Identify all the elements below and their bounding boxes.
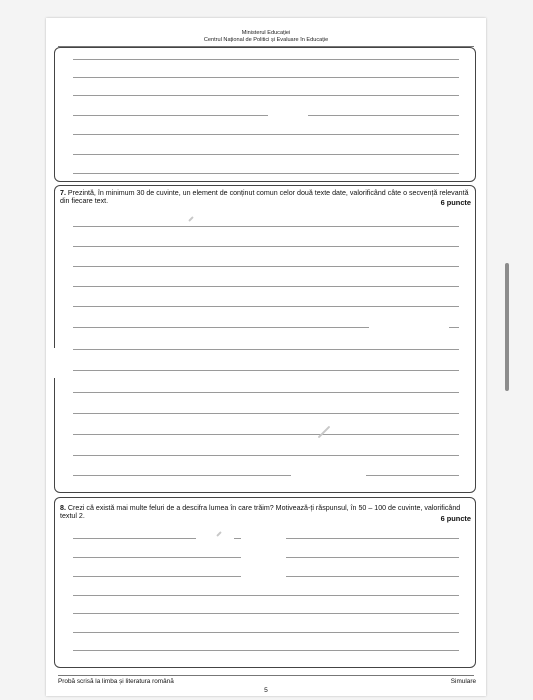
question-7-box xyxy=(54,185,476,493)
erased-region xyxy=(46,348,66,378)
answer-line xyxy=(73,77,459,78)
question-8-box xyxy=(54,497,476,668)
answer-line xyxy=(73,613,459,614)
erased-region xyxy=(268,114,308,128)
question-7-points: 6 puncte xyxy=(440,198,471,207)
question-8-prompt: Crezi că există mai multe feluri de a descifra lumea în care trăim? Motivează-ți răspunsul, în 50 – 100 de cuvinte, valorificând textul 2. xyxy=(60,504,461,521)
answer-line xyxy=(73,266,459,267)
answer-line xyxy=(73,349,459,350)
erased-region xyxy=(369,314,449,332)
erased-region xyxy=(196,518,234,548)
answer-line xyxy=(73,595,459,596)
header-ministry: Ministerul Educației xyxy=(241,30,291,36)
answer-line xyxy=(73,306,459,307)
answer-line xyxy=(73,134,459,135)
answer-line xyxy=(73,632,459,633)
question-7-number: 7. xyxy=(60,189,66,197)
answer-line xyxy=(73,455,459,456)
question-7-prompt: Prezintă, în minimum 30 de cuvinte, un element de conținut comun celor două texte date, valorificând câte o secvență relevantă din fiecare text. xyxy=(60,189,469,206)
footer-divider xyxy=(58,675,474,676)
answer-line xyxy=(73,475,459,476)
question-7-text xyxy=(60,189,469,206)
vertical-scrollbar[interactable] xyxy=(505,263,509,391)
answer-line xyxy=(73,173,459,174)
answer-box-previous xyxy=(54,47,476,182)
answer-line xyxy=(73,154,459,155)
answer-line xyxy=(73,413,459,414)
document-page xyxy=(46,18,486,696)
answer-line xyxy=(73,226,459,227)
erased-region xyxy=(291,468,366,490)
answer-line xyxy=(73,392,459,393)
erased-region xyxy=(241,538,286,578)
footer-subject: Probă scrisă la limba și literatura română xyxy=(58,678,174,685)
answer-line xyxy=(73,95,459,96)
answer-line xyxy=(73,434,459,435)
footer-exam-type: Simulare xyxy=(450,678,476,685)
page-number: 5 xyxy=(264,687,268,694)
answer-line xyxy=(73,286,459,287)
answer-line xyxy=(73,246,459,247)
answer-line xyxy=(73,650,459,651)
question-8-text xyxy=(60,504,469,521)
header-center: Centrul Național de Politici și Evaluare în Educație xyxy=(203,37,329,43)
answer-line xyxy=(73,59,459,60)
question-8-points: 6 puncte xyxy=(440,514,471,523)
question-8-number: 8. xyxy=(60,504,66,512)
answer-line xyxy=(73,370,459,371)
answer-line xyxy=(73,115,459,116)
